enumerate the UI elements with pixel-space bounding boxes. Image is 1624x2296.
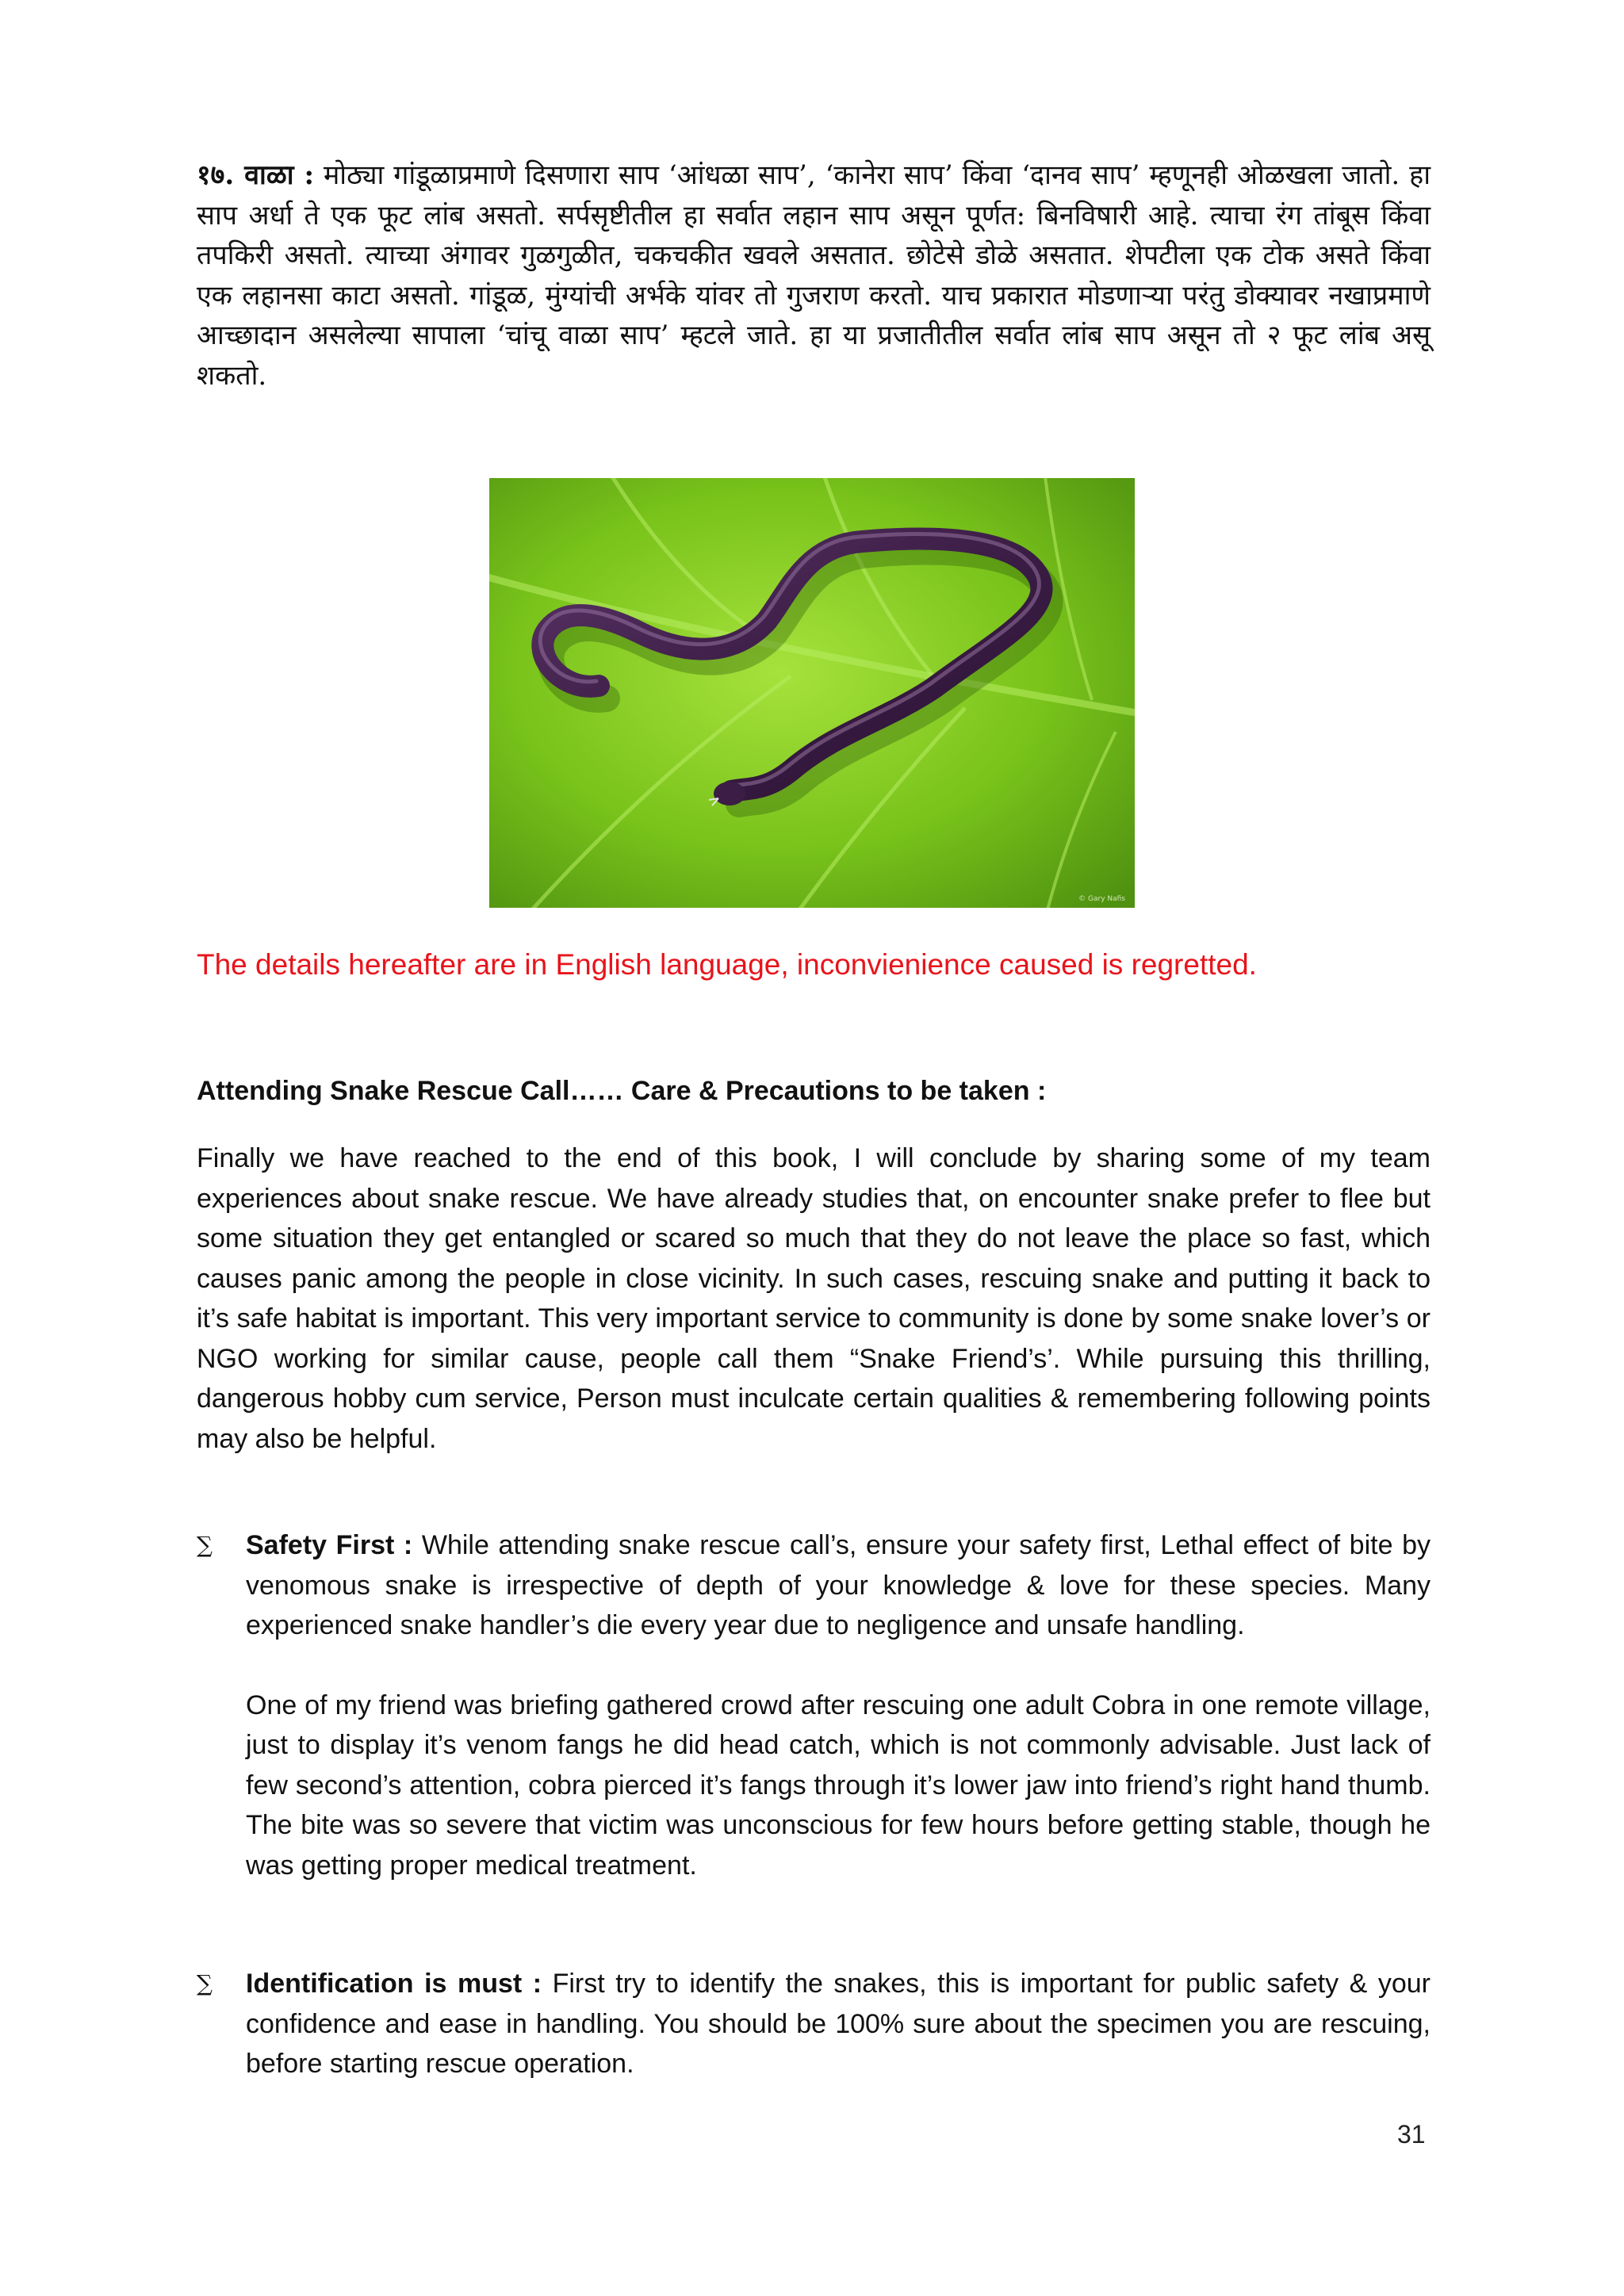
bullet-anecdote: One of my friend was briefing gathered crowd after rescuing one adult Cobra in one remote village, just to display it’s venom fangs he did head catch, which is not commonly advisable. Just lack of few second’s attention, cobra pierced it’s fangs through it’s lower jaw into friend’s right hand thumb. The bite was so severe that victim was unconscious for few hours before getting stable, though he was getting proper medical treatment. [246, 1689, 1431, 1881]
bullet-description: While attending snake rescue call’s, ensure your safety first, Lethal effect of bite by venomous snake is irrespective of depth of your knowledge & love for these species. Many experienced snake handler’s die every year due to negligence and unsafe handling. [246, 1530, 1431, 1640]
snake-head [714, 782, 745, 806]
bullet-identification [197, 1964, 1431, 2084]
bullet-label: Safety First : [246, 1530, 413, 1560]
page-number: 31 [1397, 2120, 1426, 2149]
bullet-text [246, 1964, 1431, 2084]
bullet-description: First try to identify the snakes, this is important for public safety & your confidence and ease in handling. You should be 100% sure about the specimen you are rescuing, before starting rescue operation. [246, 1969, 1431, 2079]
species-description: मोठ्या गांडूळाप्रमाणे दिसणारा साप ‘आंधळा साप’, ‘कानेरा साप’ किंवा ‘दानव साप’ म्हणूनही ओळखला जातो. हा साप अर्धा ते एक फूट लांब असतो. सर्पसृष्टीतील हा सर्वात लहान साप असून पूर्णत: बिनविषारी आहे. त्याचा रंग तांबूस किंवा तपकिरी असतो. त्याच्या अंगावर गुळगुळीत, चकचकीत खवले असतात. छोटेसे डोळे असतात. शेपटीला एक टोक असते किंवा एक लहानसा काटा असतो. गांडूळ, मुंग्यांची अर्भके यांवर तो गुजराण करतो. याच प्रकारात मोडणाऱ्या परंतु डोक्यावर नखाप्रमाणे आच्छादान असलेल्या सापाला ‘चांचू वाळा साप’ म्हटले जाते. हा या प्रजातीतील सर्वात लांब साप असून तो २ फूट लांब असू शकतो. [197, 159, 1431, 392]
marathi-species-paragraph [197, 155, 1431, 396]
species-heading: १७. वाळा : [197, 159, 315, 191]
blind-snake-illustration [489, 478, 1135, 908]
bullet-marker: ∑ [197, 1970, 213, 1996]
bullet-body [246, 1964, 1431, 2084]
photo-credit: © Gary Nafis [1078, 895, 1125, 903]
bullet-safety-first [197, 1525, 1431, 1885]
language-notice: The details hereafter are in English language, inconvienience caused is regretted. [197, 948, 1257, 981]
bullet-label: Identification is must : [246, 1969, 542, 1999]
blind-snake-photo [489, 478, 1135, 908]
intro-paragraph: Finally we have reached to the end of this book, I will conclude by sharing some of my team experiences about snake rescue. We have already studies that, on encounter snake prefer to flee but some situation they get entangled or scared so much that they do not leave the place so fast, which causes panic among the people in close vicinity. In such cases, rescuing snake and putting it back to it’s safe habitat is important. This very important service to community is done by some snake lover’s or NGO working for similar cause, people call them “Snake Friend’s’. While pursuing this thrilling, dangerous hobby cum service, Person must inculcate certain qualities & remembering following points may also be helpful. [197, 1143, 1431, 1454]
section-title: Attending Snake Rescue Call…… Care & Precautions to be taken : [197, 1076, 1047, 1106]
bullet-body [246, 1525, 1431, 1885]
bullet-marker: ∑ [197, 1532, 213, 1558]
bullet-text [246, 1525, 1431, 1646]
